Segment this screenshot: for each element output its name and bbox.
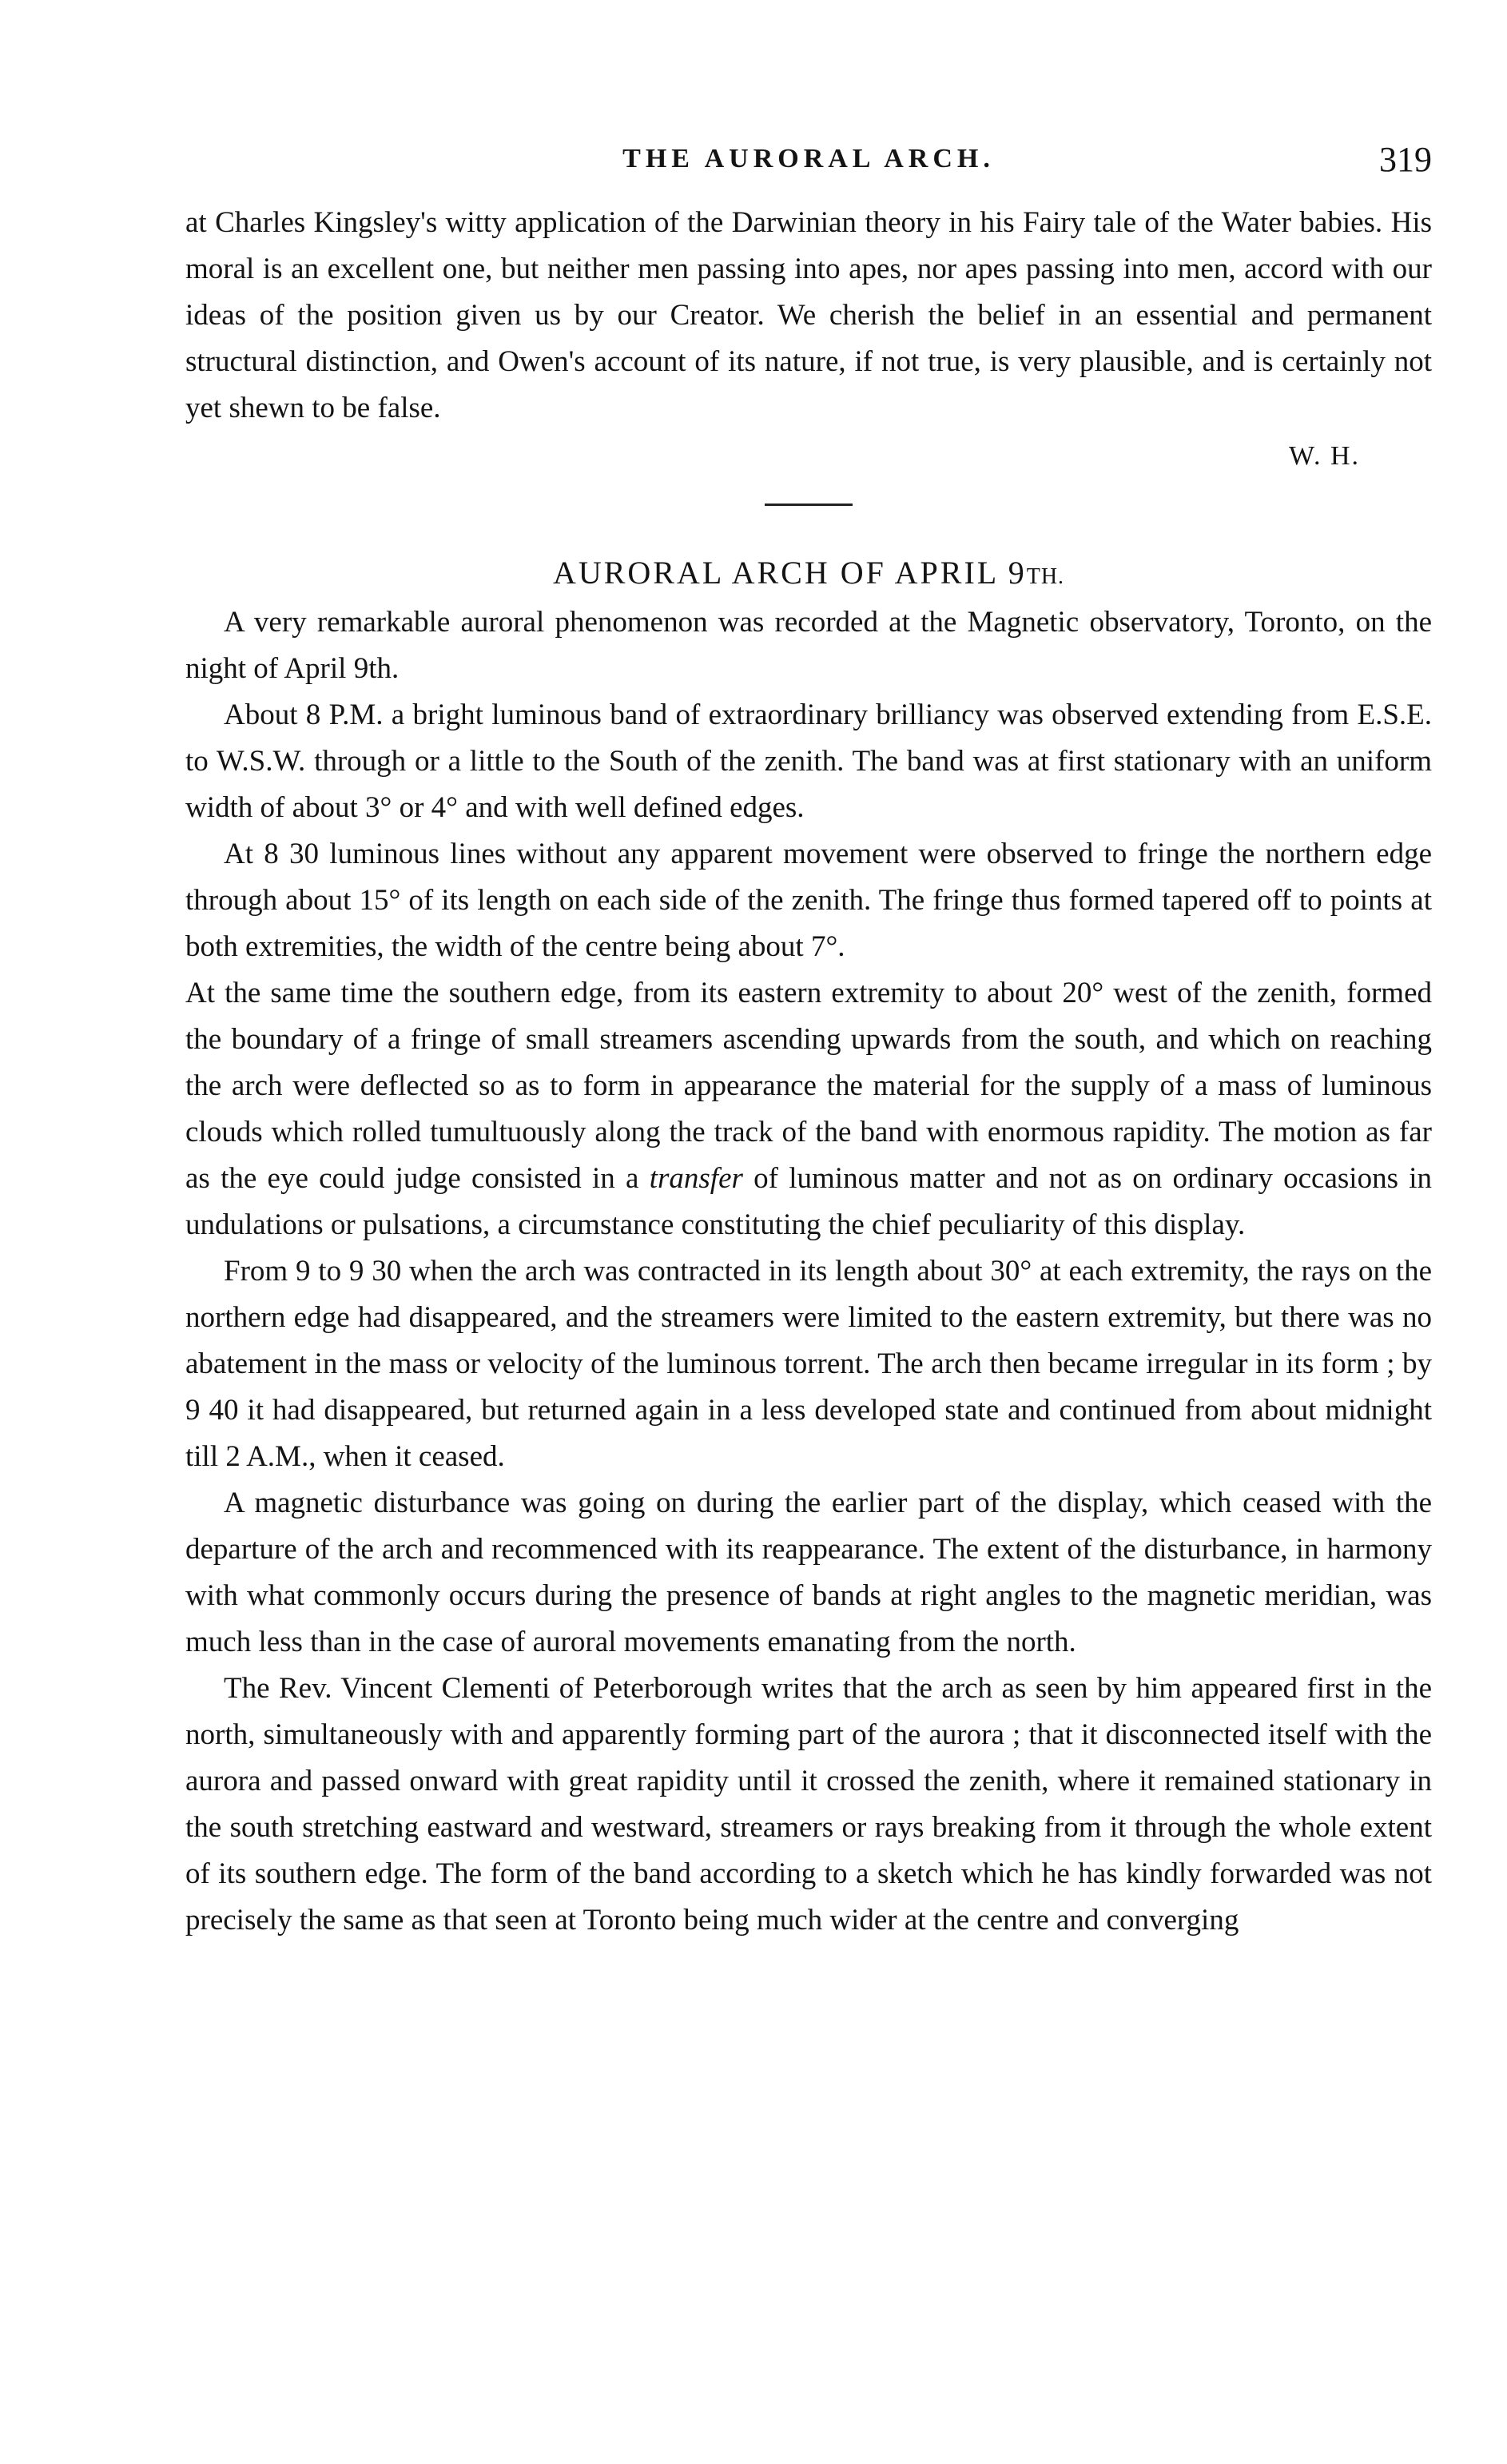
article-paragraph: From 9 to 9 30 when the arch was contracted in its length about 30° at each extremity, the rays on the northern edge had disappeared, and the streamers were limited to the eastern extremity, but there was no abatement in the mass or velocity of the luminous torrent. The arch then became irregular in its form ; by 9 40 it had disappeared, but returned again in a less developed state and continued from about midnight till 2 A.M., when it ceased. — [185, 1255, 1432, 1473]
continued-paragraph: at Charles Kingsley's witty application of the Darwinian theory in his Fairy tale of the Water babies. His moral is an excellent one, but neither men passing into apes, nor apes passing into men, accord with our ideas of the position given us by our Creator. We cherish the belief in an essential and permanent structural distinction, and Owen's account of its nature, if not true, is very plausible, and is certainly not yet shewn to be false. — [185, 206, 1432, 424]
paragraph-text-end: of luminous matter and not as on ordinary occasions in undulations or pulsations, a circumstance constituting the chief peculiarity of this display. — [185, 1162, 1433, 1241]
section-heading-suffix: TH. — [1026, 564, 1065, 589]
article-paragraph-unindented — [185, 970, 1432, 1248]
page-number: 319 — [1379, 140, 1432, 179]
article-paragraph: The Rev. Vincent Clementi of Peterborough writes that the arch as seen by him appeared first in the north, simultaneously with and apparently forming part of the aurora ; that it disconnected itself with the aurora and passed onward with great rapidity until it crossed the zenith, where it remained stationary in the south stretching eastward and westward, streamers or rays breaking from it through the whole extent of its southern edge. The form of the band according to a sketch which he has kindly forwarded was not precisely the same as that seen at Toronto being much wider at the centre and converging — [185, 1672, 1432, 1937]
paragraph-text: At the same time the southern edge, from its eastern extremity to about 20° west of the zenith, formed the boundary of a fringe of small streamers ascending upwards from the south, and which on reaching the arch were deflected so as to form in appearance the material for the supply of a mass of luminous clouds which rolled tumultuously along the track of the band with enormous rapidity. The motion as far as the eye could judge consisted in a — [185, 977, 1432, 1195]
article-paragraph: A magnetic disturbance was going on during the earlier part of the display, which ceased with the departure of the arch and recommenced with its reappearance. The extent of the disturbance, in harmony with what commonly occurs during the presence of bands at right angles to the magnetic meridian, was much less than in the case of auroral movements emanating from the north. — [185, 1487, 1432, 1658]
article-paragraph: At 8 30 luminous lines without any apparent movement were observed to fringe the northern edge through about 15° of its length on each side of the zenith. The fringe thus formed tapered off to points at both extremities, the width of the centre being about 7°. — [185, 838, 1432, 963]
section-heading-main: AURORAL ARCH OF APRIL 9 — [552, 555, 1027, 591]
article-paragraph: A very remarkable auroral phenomenon was recorded at the Magnetic observatory, Toronto, on the night of April 9th. — [185, 606, 1432, 685]
section-divider — [765, 504, 853, 506]
article-paragraph: About 8 P.M. a bright luminous band of extraordinary brilliancy was observed extending from E.S.E. to W.S.W. through or a little to the South of the zenith. The band was at first stationary with an uniform width of about 3° or 4° and with well defined edges. — [185, 699, 1432, 824]
author-signature: W. H. — [1288, 441, 1360, 471]
running-title: THE AURORAL ARCH. — [622, 144, 995, 173]
section-heading — [185, 554, 1432, 591]
running-head — [185, 140, 1432, 200]
italic-term: transfer — [649, 1162, 743, 1195]
book-page — [185, 140, 1433, 1944]
